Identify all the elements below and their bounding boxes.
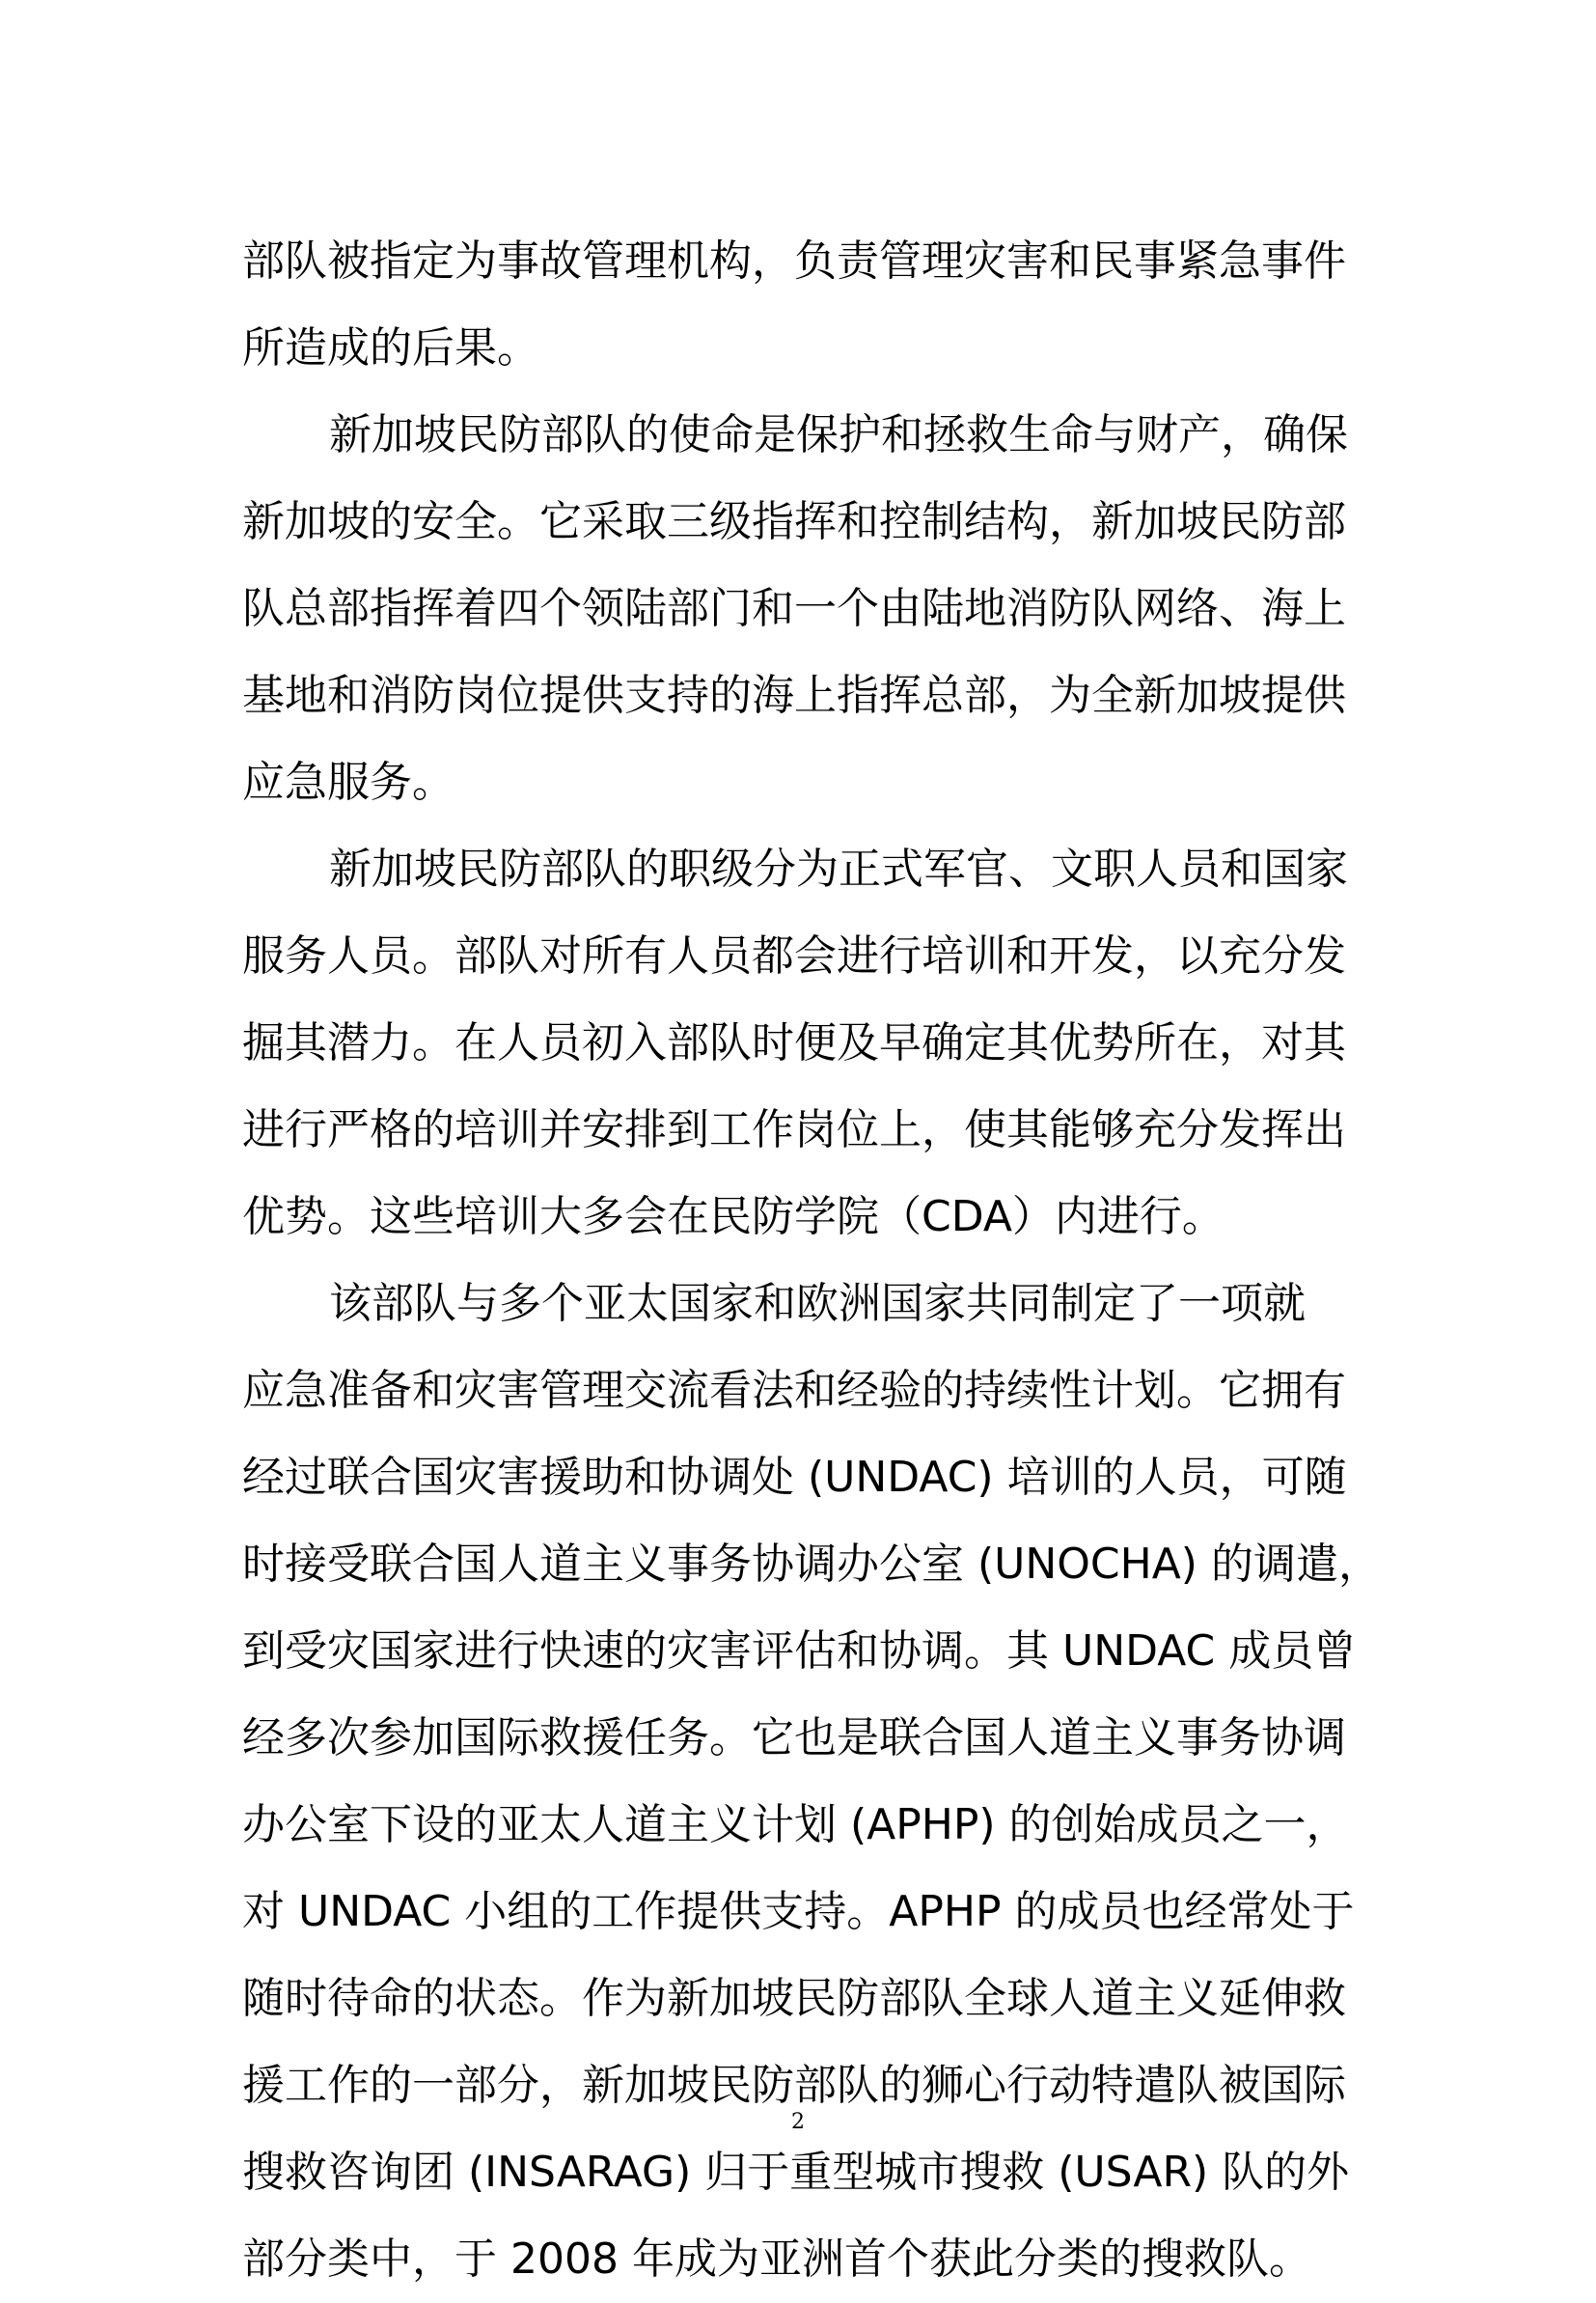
text-line: 部分类中，于 2008 年成为亚洲首个获此分类的搜救队。 xyxy=(242,2234,1311,2284)
paragraph-first-line: 新加坡民防部队的职级分为正式军官、文职人员和国家 xyxy=(329,845,1348,894)
text-line: 进行严格的培训并安排到工作岗位上，使其能够充分发挥出 xyxy=(242,1105,1346,1154)
page-number: 2 xyxy=(791,2110,805,2134)
text-line: 经过联合国灾害援助和协调处 (UNDAC) 培训的人员，可随 xyxy=(242,1453,1347,1502)
text-line: 对 UNDAC 小组的工作提供支持。APHP 的成员也经常处于 xyxy=(242,1887,1355,1936)
text-line: 所造成的后果。 xyxy=(242,323,539,373)
text-line: 部队被指定为事故管理机构，负责管理灾害和民事紧急事件 xyxy=(242,236,1346,286)
text-line: 应急准备和灾害管理交流看法和经验的持续性计划。它拥有 xyxy=(242,1366,1346,1415)
text-line: 到受灾国家进行快速的灾害评估和协调。其 UNDAC 成员曾 xyxy=(242,1626,1357,1676)
text-line: 搜救咨询团 (INSARAG) 归于重型城市搜救 (USAR) 队的外 xyxy=(242,2148,1350,2197)
text-line: 时接受联合国人道主义事务协调办公室 (UNOCHA) 的调遣， xyxy=(242,1540,1381,1589)
paragraph-first-line: 新加坡民防部队的使命是保护和拯救生命与财产，确保 xyxy=(329,410,1348,459)
text-line: 援工作的一部分，新加坡民防部队的狮心行动特遣队被国际 xyxy=(242,2061,1346,2110)
text-line: 优势。这些培训大多会在民防学院（CDA）内进行。 xyxy=(242,1192,1225,1241)
text-line: 随时待命的状态。作为新加坡民防部队全球人道主义延伸救 xyxy=(242,1974,1346,2023)
text-line: 队总部指挥着四个领陆部门和一个由陆地消防队网络、海上 xyxy=(242,584,1346,633)
text-line: 掘其潜力。在人员初入部队时便及早确定其优势所在，对其 xyxy=(242,1018,1346,1068)
text-line: 基地和消防岗位提供支持的海上指挥总部，为全新加坡提供 xyxy=(242,671,1346,720)
text-line: 办公室下设的亚太人道主义计划 (APHP) 的创始成员之一， xyxy=(242,1800,1349,1849)
document-body xyxy=(242,218,1381,2303)
text-line: 应急服务。 xyxy=(242,758,454,807)
text-line: 新加坡的安全。它采取三级指挥和控制结构，新加坡民防部 xyxy=(242,497,1346,546)
text-line: 服务人员。部队对所有人员都会进行培训和开发，以充分发 xyxy=(242,931,1346,981)
text-line: 经多次参加国际救援任务。它也是联合国人道主义事务协调 xyxy=(242,1713,1346,1762)
paragraph-first-line: 该部队与多个亚太国家和欧洲国家共同制定了一项就 xyxy=(329,1279,1306,1328)
